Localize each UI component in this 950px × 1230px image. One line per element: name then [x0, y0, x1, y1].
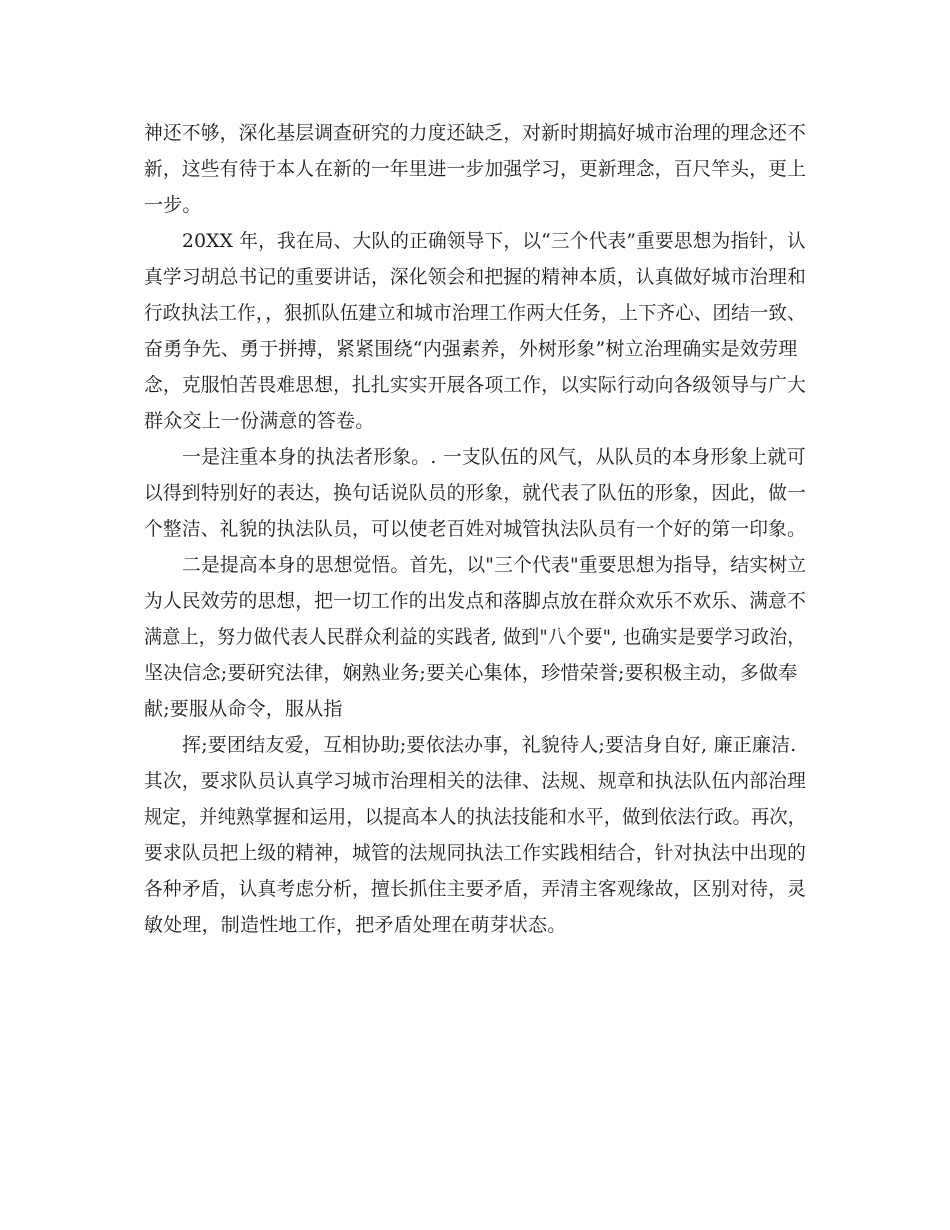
text-line: 要求队员把上级的精神，城管的法规同执法工作实践相结合，针对执法中出现的: [144, 842, 807, 864]
paragraph-first-line: 20XX 年，我在局、大队的正确领导下，以“三个代表”重要思想为指针，认: [182, 230, 806, 252]
text-line: 一步。: [144, 194, 202, 216]
text-line: 念，克服怕苦畏难思想，扎扎实实开展各项工作，以实际行动向各级领导与广大: [144, 374, 807, 396]
text-line: 真学习胡总书记的重要讲话，深化领会和把握的精神本质，认真做好城市治理和: [144, 266, 807, 288]
paragraph-first-line: 挥;要团结友爱，互相协助;要依法办事，礼貌待人;要洁身自好, 廉正廉洁.: [182, 734, 797, 756]
text-line: 群众交上一份满意的答卷。: [144, 410, 375, 432]
paragraph-first-line: 二是提高本身的思想觉悟。首先，以"三个代表"重要思想为指导，结实树立: [182, 554, 807, 576]
text-line: 个整洁、礼貌的执法队员，可以使老百姓对城管执法队员有一个好的第一印象。: [144, 518, 807, 540]
text-line: 敏处理，制造性地工作，把矛盾处理在萌芽状态。: [144, 914, 567, 936]
text-line: 以得到特别好的表达，换句话说队员的形象，就代表了队伍的形象，因此，做一: [144, 482, 807, 504]
paragraph-first-line: 一是注重本身的执法者形象。. 一支队伍的风气，从队员的本身形象上就可: [182, 446, 806, 468]
text-line: 献;要服从命令，服从指: [144, 698, 343, 720]
text-line: 规定，并纯熟掌握和运用，以提高本人的执法技能和水平，做到依法行政。再次，: [144, 806, 807, 828]
text-line: 奋勇争先、勇于拼搏，紧紧围绕“内强素养，外树形象”树立治理确实是效劳理: [144, 338, 798, 360]
text-line: 坚决信念;要研究法律，娴熟业务;要关心集体，珍惜荣誉;要积极主动，多做奉: [144, 662, 798, 684]
text-line: 行政执法工作，，狠抓队伍建立和城市治理工作两大任务，上下齐心、团结一致、: [144, 302, 806, 324]
text-line: 新，这些有待于本人在新的一年里进一步加强学习，更新理念，百尺竿头，更上: [144, 158, 807, 180]
text-line: 为人民效劳的思想，把一切工作的出发点和落脚点放在群众欢乐不欢乐、满意不: [144, 590, 807, 612]
text-line: 各种矛盾，认真考虑分析，擅长抓住主要矛盾，弄清主客观缘故，区别对待，灵: [144, 878, 807, 900]
text-line: 其次，要求队员认真学习城市治理相关的法律、法规、规章和执法队伍内部治理: [144, 770, 807, 792]
text-line: 满意上，努力做代表人民群众利益的实践者, 做到"八个要", 也确实是要学习政治，: [144, 626, 806, 648]
text-line: 神还不够，深化基层调查研究的力度还缺乏，对新时期搞好城市治理的理念还不: [144, 122, 807, 144]
